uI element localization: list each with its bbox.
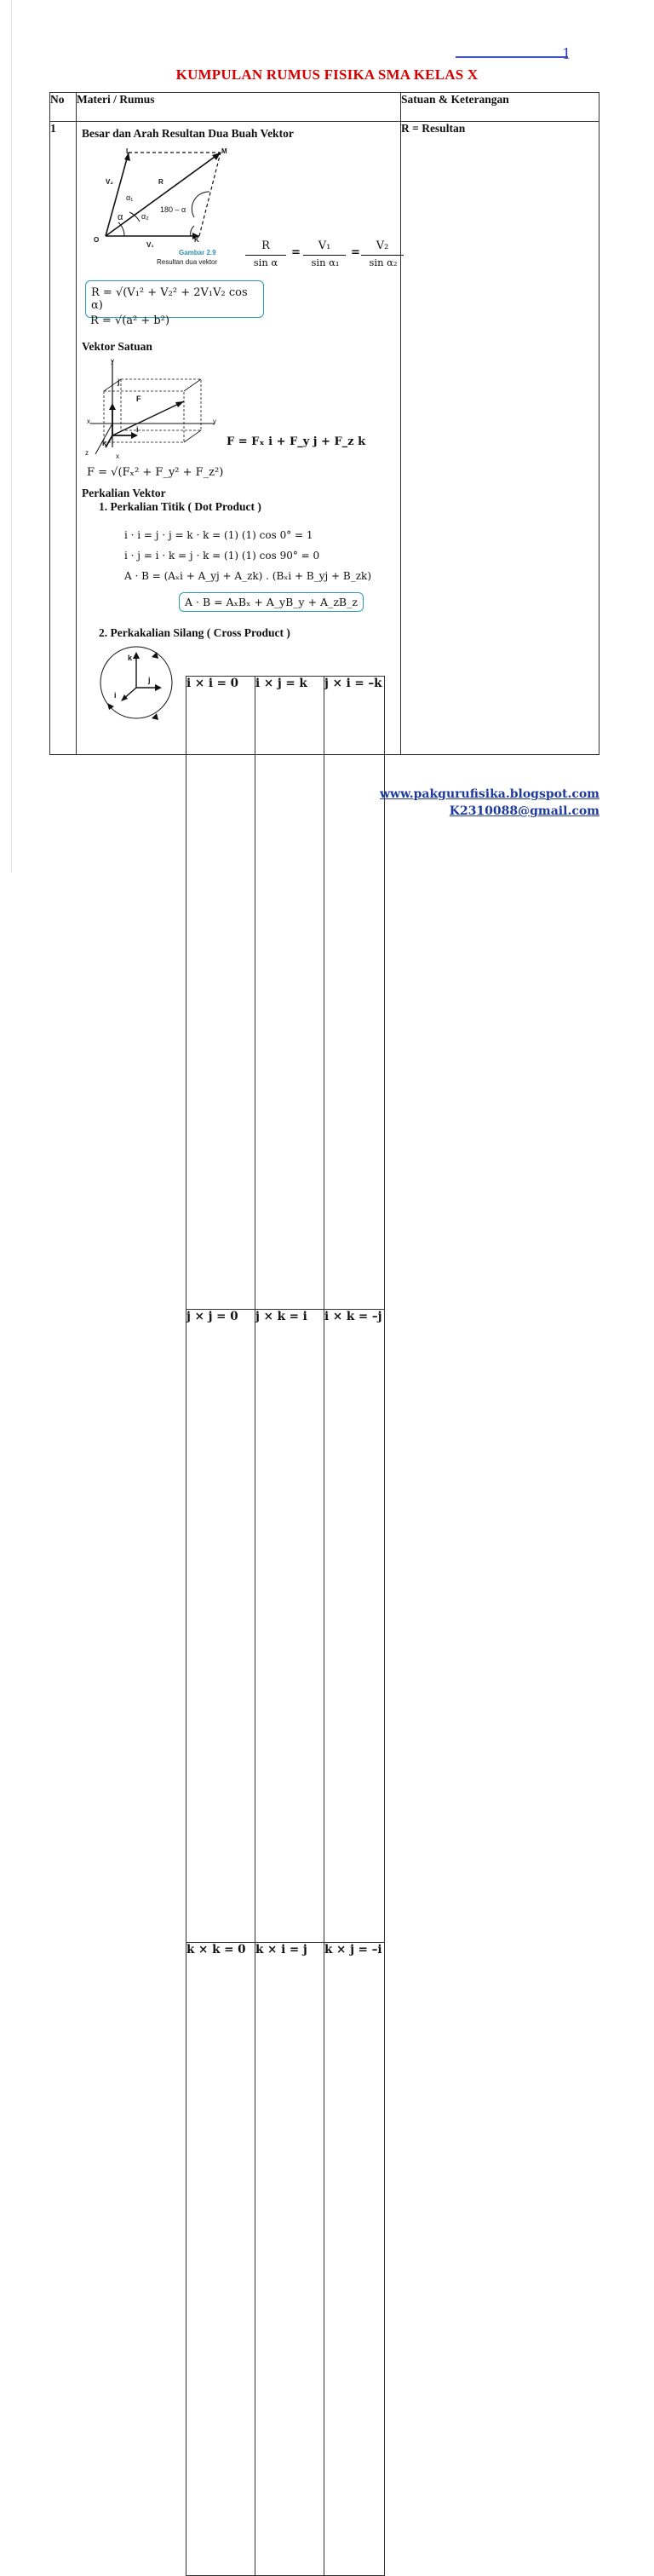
sine-rule-sin-a2: sin α₂ bbox=[369, 256, 398, 268]
sine-rule-V2: V₂ bbox=[376, 239, 389, 252]
fraction-bar bbox=[361, 255, 404, 256]
axis-x-label: x bbox=[87, 418, 90, 425]
page-margin-line bbox=[11, 0, 12, 873]
table-cell: i × k = –j bbox=[324, 1310, 385, 1943]
header-materi: Materi / Rumus bbox=[77, 93, 401, 122]
table-cell: j × k = i bbox=[255, 1310, 324, 1943]
cycle-j-label: j bbox=[148, 676, 151, 684]
unit-j-label: j bbox=[118, 377, 120, 386]
label-O: O bbox=[94, 236, 100, 244]
table-header-row bbox=[50, 93, 600, 122]
vector-F-label: F bbox=[136, 395, 141, 403]
row-note: R = Resultan bbox=[401, 122, 600, 755]
force-components-formula: F = Fₓ i + F_y j + F_z k bbox=[227, 435, 366, 448]
dot-product-boxed: A · B = AₓBₓ + A_yB_y + A_zB_z bbox=[179, 592, 364, 612]
table-cell: i × i = 0 bbox=[186, 677, 255, 1310]
axis-x2-label: x bbox=[116, 452, 119, 460]
cycle-k-label: k bbox=[128, 654, 133, 662]
resultant-formula-boxed: R = √(V₁² + V₂² + 2V₁V₂ cos α) bbox=[85, 280, 264, 318]
cross-product-cycle-diagram bbox=[97, 643, 175, 722]
sine-rule-formula bbox=[244, 239, 407, 274]
unit-k-label: k bbox=[102, 439, 107, 447]
fraction-bar bbox=[303, 255, 346, 256]
table-cell: i × j = k bbox=[255, 677, 324, 1310]
multiplication-heading: Perkalian Vektor bbox=[82, 487, 166, 499]
axis-y2-label: y bbox=[213, 418, 216, 425]
table-cell: j × j = 0 bbox=[186, 1310, 255, 1943]
sine-rule-sin-a: sin α bbox=[253, 256, 278, 268]
label-alpha1: α₁ bbox=[126, 193, 134, 202]
dot-product-title: 1. Perkalian Titik ( Dot Product ) bbox=[99, 500, 261, 513]
cross-product-table bbox=[186, 676, 385, 2576]
resultant-parallelogram-diagram bbox=[89, 141, 233, 247]
figure-caption-text: Resultan dua vektor bbox=[157, 258, 218, 266]
label-M: M bbox=[221, 147, 227, 155]
footer-email-link[interactable]: K2310088@gmail.com bbox=[449, 804, 600, 818]
unit-vector-heading: Vektor Satuan bbox=[82, 340, 152, 353]
label-alpha2: α₂ bbox=[141, 212, 149, 221]
sine-rule-R: R bbox=[261, 239, 270, 252]
table-row bbox=[50, 122, 600, 755]
force-magnitude-formula: F = √(Fₓ² + F_y² + F_z²) bbox=[87, 466, 224, 479]
footer-website-link[interactable]: www.pakgurufisika.blogspot.com bbox=[380, 787, 600, 801]
label-alpha: α bbox=[118, 212, 123, 222]
cycle-i-label: i bbox=[114, 691, 117, 700]
axis-z-label: z bbox=[85, 449, 89, 457]
dot-product-line-1: i · i = j · j = k · k = (1) (1) cos 0° = 1 bbox=[124, 529, 313, 541]
header-no: No bbox=[50, 93, 77, 122]
row-content bbox=[77, 122, 401, 1956]
label-V2: V₂ bbox=[106, 178, 113, 186]
dot-product-line-3: A · B = (Aₓi + A_yj + A_zk) . (Bₓi + B_yj + B_zk) bbox=[124, 570, 372, 582]
label-V1: V₁ bbox=[146, 241, 154, 249]
dot-product-line-2: i · j = i · k = j · k = (1) (1) cos 90° = 0 bbox=[124, 550, 320, 562]
header-rule bbox=[456, 56, 568, 58]
row-number: 1 bbox=[50, 122, 77, 755]
label-R: R bbox=[158, 178, 164, 186]
equals-sign: = bbox=[351, 246, 360, 259]
fraction-bar bbox=[245, 255, 286, 256]
unit-i-label: i bbox=[136, 425, 139, 434]
cross-product-title: 2. Perkakalian Silang ( Cross Product ) bbox=[99, 626, 290, 639]
table-row bbox=[186, 1943, 385, 2576]
table-cell: k × i = j bbox=[255, 1943, 324, 2576]
label-K: K bbox=[194, 236, 199, 244]
figure-caption-title: Gambar 2.9 bbox=[179, 249, 216, 256]
sine-rule-sin-a1: sin α₁ bbox=[311, 256, 340, 268]
header-satuan: Satuan & Keterangan bbox=[401, 93, 600, 122]
unit-vector-box-diagram bbox=[87, 354, 223, 464]
page-number: 1 bbox=[562, 44, 571, 63]
equals-sign: = bbox=[291, 246, 301, 259]
topic-heading: Besar dan Arah Resultan Dua Buah Vektor bbox=[82, 127, 294, 140]
resultant-formula-simple: R = √(a² + b²) bbox=[90, 314, 170, 327]
table-cell: k × j = –i bbox=[324, 1943, 385, 2576]
table-cell: j × i = –k bbox=[324, 677, 385, 1310]
table-cell: k × k = 0 bbox=[186, 1943, 255, 2576]
label-L: L bbox=[126, 147, 130, 155]
label-angle: 180 – α bbox=[160, 205, 186, 214]
table-row bbox=[186, 677, 385, 1310]
axis-y-label: y bbox=[111, 357, 114, 365]
document-title: KUMPULAN RUMUS FISIKA SMA KELAS X bbox=[175, 66, 479, 83]
sine-rule-V1: V₁ bbox=[318, 239, 331, 252]
table-row bbox=[186, 1310, 385, 1943]
